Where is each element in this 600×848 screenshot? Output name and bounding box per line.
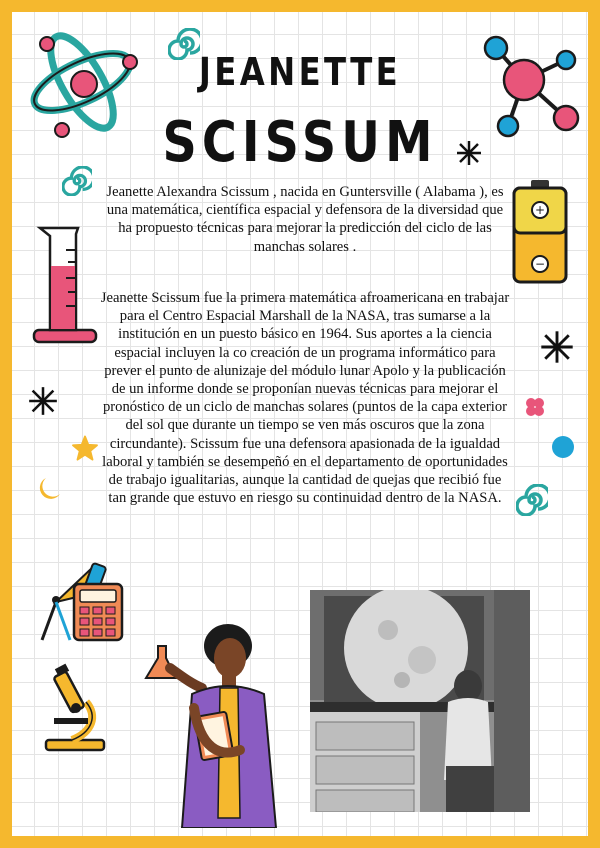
dot-icon — [552, 436, 574, 458]
moon-icon — [36, 474, 64, 502]
paragraph-intro: Jeanette Alexandra Scissum , nacida en Guntersville ( Alabama ), es una matemática, científica espacial y defensora de la diversidad que ha propuesto técnicas para mejorar la predicción del ciclo de las manchas solares . — [106, 184, 504, 255]
photo-scene — [310, 590, 530, 812]
svg-text:−: − — [534, 257, 546, 271]
title-first-name: JEANETTE — [198, 50, 402, 94]
star-icon — [70, 434, 100, 464]
spiral-icon — [168, 28, 200, 60]
historical-photo — [310, 590, 530, 812]
svg-text:+: + — [534, 203, 546, 217]
microscope-icon — [42, 662, 108, 754]
asterisk-icon — [28, 386, 58, 416]
asterisk-icon — [456, 140, 482, 166]
scientist-illustration — [140, 618, 290, 828]
spiral-icon — [62, 166, 92, 196]
test-tube-icon — [30, 222, 100, 346]
spiral-icon — [516, 484, 548, 516]
title-last-name: SCISSUM — [162, 110, 438, 175]
molecule-icon — [466, 18, 586, 143]
paragraph-biography: Jeanette Scissum fue la primera matemática afroamericana en trabajar para el Centro Espacial Marshall de la NASA, tras sumarse a la institución en un puesto básico en 1964. Sus aportes a la ciencia espacial incluyen la co creación de un programa informático para prever el punto de alunizaje del módulo lunar Apolo y la publicación de un informe donde se proponían nuevas técnicas para mejorar el pronóstico de un ciclo de manchas solares (puntos de la capa exterior del sol que durante un tiempo se ven más oscuros que la zona circundante). Scissum fue una defensora apasionada de la igualdad laboral y también se desempeñó en el departamento de oportunidades de trabajo igualitarias, aunque la cantidad de quejas que recibió fue tan grande que estuvo en riesgo su continuidad dentro de la NASA. — [100, 290, 510, 507]
battery-icon — [506, 178, 576, 286]
atom-icon — [22, 22, 142, 142]
asterisk-icon — [540, 330, 574, 364]
compass-icon — [36, 594, 76, 644]
flower-icon — [524, 396, 546, 418]
